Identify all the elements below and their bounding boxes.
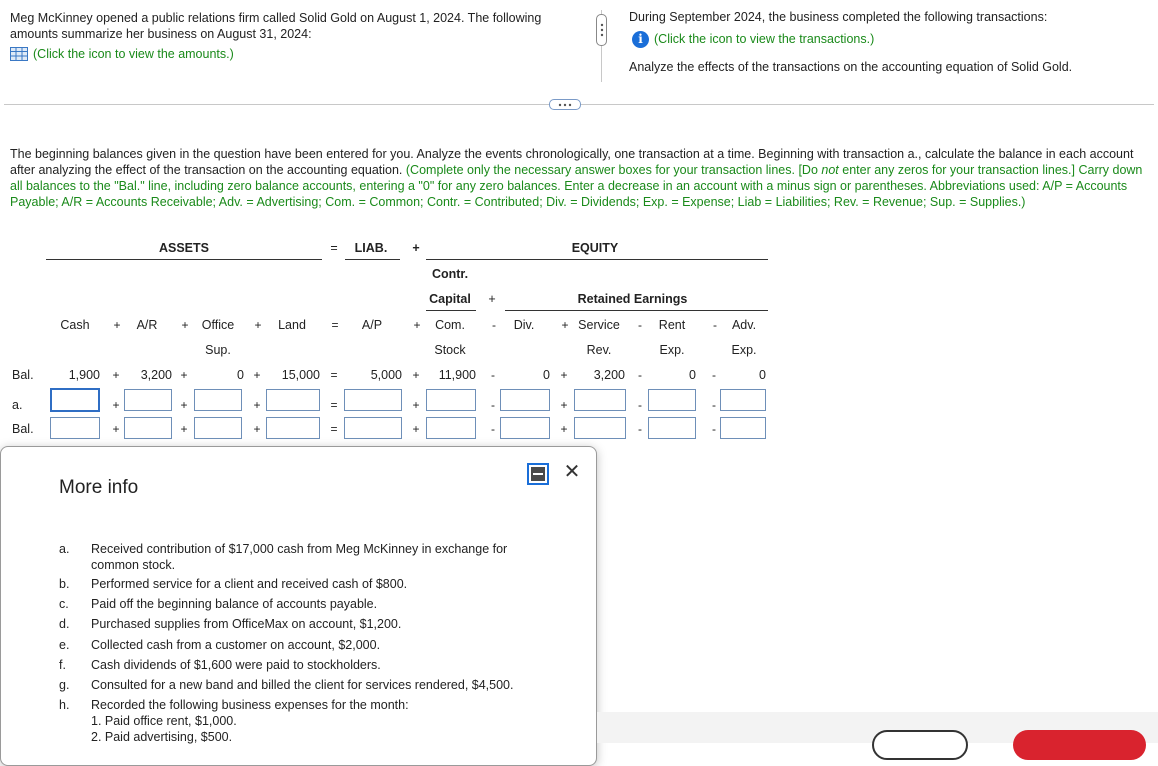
a-com-input[interactable] bbox=[426, 389, 476, 411]
a-service-input[interactable] bbox=[574, 389, 626, 411]
modal-title: More info bbox=[59, 477, 139, 498]
bal2-service-input[interactable] bbox=[574, 417, 626, 439]
bal2-office-input[interactable] bbox=[194, 417, 242, 439]
modal-item-key: g. bbox=[59, 678, 70, 692]
row-label-a: a. bbox=[12, 398, 23, 412]
col-op-8: - bbox=[638, 318, 642, 332]
a-op-7: + bbox=[560, 398, 568, 412]
modal-sub-item-2: 2. Paid advertising, $500. bbox=[91, 730, 233, 744]
modal-item-text: Cash dividends of $1,600 were paid to stockholders. bbox=[91, 658, 381, 672]
a-op-4: = bbox=[330, 398, 338, 412]
a-op-8: - bbox=[638, 398, 642, 412]
modal-item-key: c. bbox=[59, 597, 69, 611]
modal-item-a bbox=[59, 541, 549, 575]
minimize-icon[interactable] bbox=[527, 463, 549, 485]
liab-underline bbox=[345, 259, 400, 260]
intro-text: Meg McKinney opened a public relations firm called Solid Gold on August 1, 2024. The following amounts summarize her business on August 31, 2024: bbox=[10, 11, 542, 41]
a-op-9: - bbox=[712, 398, 716, 412]
a-op-5: + bbox=[412, 398, 420, 412]
bal-op-3: + bbox=[253, 368, 261, 382]
bal2-op-3: + bbox=[253, 422, 261, 436]
close-icon[interactable]: ✕ bbox=[563, 461, 581, 483]
modal-sub-item-1: 1. Paid office rent, $1,000. bbox=[91, 714, 237, 728]
bal2-land-input[interactable] bbox=[266, 417, 320, 439]
transactions-link[interactable] bbox=[632, 30, 874, 48]
modal-item-text: Performed service for a client and received cash of $800. bbox=[91, 577, 408, 591]
a-op-6: - bbox=[491, 398, 495, 412]
bal-ar: 3,200 bbox=[140, 368, 172, 382]
row-label-bal: Bal. bbox=[12, 368, 34, 382]
col-op-7: + bbox=[561, 318, 569, 332]
bal-office: 0 bbox=[237, 368, 244, 382]
col-rent-exp: Exp. bbox=[659, 343, 685, 357]
col-stock: Stock bbox=[434, 343, 466, 357]
bal2-op-5: + bbox=[412, 422, 420, 436]
modal-item-text: Paid off the beginning balance of accounts payable. bbox=[91, 597, 378, 611]
clear-all-button[interactable] bbox=[872, 730, 968, 760]
bal-rent: 0 bbox=[689, 368, 696, 382]
modal-item-c bbox=[59, 596, 549, 614]
modal-item-b bbox=[59, 576, 549, 594]
col-div: Div. bbox=[513, 318, 535, 332]
a-office-input[interactable] bbox=[194, 389, 242, 411]
bal-op-8: - bbox=[638, 368, 642, 382]
bal2-cash-input[interactable] bbox=[50, 417, 100, 439]
col-op-9: - bbox=[713, 318, 717, 332]
a-land-input[interactable] bbox=[266, 389, 320, 411]
modal-item-key: a. bbox=[59, 542, 70, 556]
bal-op-7: + bbox=[560, 368, 568, 382]
bal-div: 0 bbox=[543, 368, 550, 382]
modal-item-e bbox=[59, 637, 549, 655]
col-service: Service bbox=[578, 318, 620, 332]
bal2-adv-input[interactable] bbox=[720, 417, 766, 439]
bal-op-6: - bbox=[491, 368, 495, 382]
equity-underline bbox=[426, 259, 768, 260]
bal2-ar-input[interactable] bbox=[124, 417, 172, 439]
bal-op-4: = bbox=[330, 368, 338, 382]
modal-item-f bbox=[59, 657, 549, 675]
bal-op-9: - bbox=[712, 368, 716, 382]
instructions-note-not: not bbox=[821, 163, 839, 177]
a-op-3: + bbox=[253, 398, 261, 412]
modal-item-key: b. bbox=[59, 577, 70, 591]
horizontal-resize-handle[interactable] bbox=[549, 99, 581, 110]
retained-earnings-underline bbox=[505, 310, 768, 311]
instructions bbox=[10, 146, 1145, 210]
bal2-com-input[interactable] bbox=[426, 417, 476, 439]
retained-earnings-header: Retained Earnings bbox=[577, 292, 688, 306]
capital-header: Capital bbox=[429, 292, 471, 306]
transactions-link-text[interactable]: (Click the icon to view the transactions.) bbox=[654, 32, 875, 46]
col-sup: Sup. bbox=[205, 343, 231, 357]
modal-item-d bbox=[59, 616, 549, 634]
bal-service: 3,200 bbox=[593, 368, 625, 382]
amounts-link[interactable] bbox=[10, 46, 234, 62]
col-op-6: - bbox=[492, 318, 496, 332]
bal-cash: 1,900 bbox=[68, 368, 100, 382]
a-ap-input[interactable] bbox=[344, 389, 402, 411]
row-label-bal2: Bal. bbox=[12, 422, 34, 436]
col-adv-exp: Exp. bbox=[731, 343, 757, 357]
info-icon[interactable]: i bbox=[632, 31, 649, 48]
bal-op-2: + bbox=[180, 368, 188, 382]
right-intro-line3: Analyze the effects of the transactions on the accounting equation of Solid Gold. bbox=[629, 60, 1073, 74]
a-adv-input[interactable] bbox=[720, 389, 766, 411]
bal-op-5: + bbox=[412, 368, 420, 382]
table-icon[interactable] bbox=[10, 47, 28, 61]
right-intro-line1: During September 2024, the business completed the following transactions: bbox=[629, 10, 1048, 24]
instructions-main: The beginning balances given in the question have been entered for you. Analyze the events chronologically, one transaction at a time. Beginning with transaction a., calculate the balance in each account after analyzing the effect of the transaction on the accounting equation. bbox=[10, 147, 1134, 177]
liab-header: LIAB. bbox=[354, 241, 388, 255]
bal2-ap-input[interactable] bbox=[344, 417, 402, 439]
bal2-op-6: - bbox=[491, 422, 495, 436]
col-op-2: + bbox=[181, 318, 189, 332]
modal-item-text: Purchased supplies from OfficeMax on account, $1,200. bbox=[91, 617, 402, 631]
bal-ap: 5,000 bbox=[370, 368, 402, 382]
vertical-resize-handle[interactable] bbox=[596, 14, 607, 46]
bal-op-1: + bbox=[112, 368, 120, 382]
col-op-4: = bbox=[331, 318, 339, 332]
bal2-op-1: + bbox=[112, 422, 120, 436]
modal-item-g bbox=[59, 677, 549, 695]
header-equals: = bbox=[330, 241, 338, 255]
a-ar-input[interactable] bbox=[124, 389, 172, 411]
check-answer-button[interactable] bbox=[1013, 730, 1146, 760]
col-com: Com. bbox=[435, 318, 465, 332]
a-op-2: + bbox=[180, 398, 188, 412]
col-rent: Rent bbox=[658, 318, 686, 332]
capital-underline bbox=[426, 310, 476, 311]
bal2-op-8: - bbox=[638, 422, 642, 436]
col-office: Office bbox=[201, 318, 235, 332]
col-land: Land bbox=[278, 318, 306, 332]
a-div-input[interactable] bbox=[500, 389, 550, 411]
modal-item-key: h. bbox=[59, 698, 70, 712]
modal-item-h bbox=[59, 697, 549, 747]
modal-item-text: Collected cash from a customer on account, $2,000. bbox=[91, 638, 381, 652]
header-plus: + bbox=[412, 241, 420, 255]
modal-item-key: e. bbox=[59, 638, 70, 652]
bal2-op-7: + bbox=[560, 422, 568, 436]
contr-header: Contr. bbox=[431, 267, 469, 281]
more-info-modal bbox=[0, 446, 597, 766]
assets-underline bbox=[46, 259, 322, 260]
amounts-link-text[interactable]: (Click the icon to view the amounts.) bbox=[33, 47, 234, 61]
col-op-1: + bbox=[113, 318, 121, 332]
col-cash: Cash bbox=[60, 318, 90, 332]
capital-plus: + bbox=[488, 292, 496, 306]
bal-com: 11,900 bbox=[438, 368, 476, 382]
assets-header: ASSETS bbox=[158, 241, 209, 255]
col-op-3: + bbox=[254, 318, 262, 332]
bal2-op-4: = bbox=[330, 422, 338, 436]
bal-adv: 0 bbox=[759, 368, 766, 382]
bal-land: 15,000 bbox=[281, 368, 320, 382]
modal-item-key: d. bbox=[59, 617, 70, 631]
equity-header: EQUITY bbox=[571, 241, 619, 255]
col-rev: Rev. bbox=[586, 343, 612, 357]
modal-item-key: f. bbox=[59, 658, 66, 672]
col-op-5: + bbox=[413, 318, 421, 332]
modal-item-text: Received contribution of $17,000 cash from Meg McKinney in exchange for common stock. bbox=[91, 542, 508, 572]
a-op-1: + bbox=[112, 398, 120, 412]
col-ar: A/R bbox=[136, 318, 158, 332]
col-ap: A/P bbox=[361, 318, 383, 332]
modal-item-text: Consulted for a new band and billed the client for services rendered, $4,500. bbox=[91, 678, 514, 692]
bal2-op-9: - bbox=[712, 422, 716, 436]
bal2-div-input[interactable] bbox=[500, 417, 550, 439]
a-rent-input[interactable] bbox=[648, 389, 696, 411]
a-cash-input[interactable] bbox=[50, 388, 100, 412]
instructions-note-a: (Complete only the necessary answer boxes for your transaction lines. [Do bbox=[405, 163, 822, 177]
modal-item-text: Recorded the following business expenses for the month: bbox=[91, 698, 409, 712]
bal2-op-2: + bbox=[180, 422, 188, 436]
col-adv: Adv. bbox=[731, 318, 757, 332]
bal2-rent-input[interactable] bbox=[648, 417, 696, 439]
instructions-note-b: enter any zeros for your transaction lines.] Carry down all balances to the "Bal." line, including zero balance accounts, entering a "0" for any zero balances. Enter a decrease in an account with a minus sign or parentheses. Abbreviations used: A/P = Accounts Payable; A/R = Accounts Receivable; Adv. = Advertising; Com. = Common; Contr. = Contributed; Div. = Dividends; Exp. = Expense; Liab = Liabilities; Rev. = Revenue; Sup. = Supplies.) bbox=[10, 163, 1143, 209]
